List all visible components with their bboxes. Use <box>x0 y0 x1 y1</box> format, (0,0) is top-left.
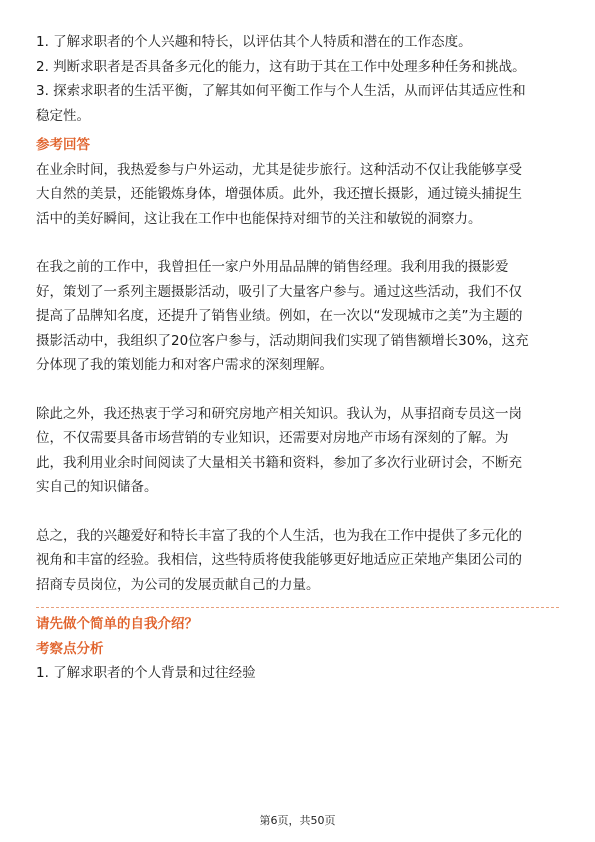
paragraph-gap <box>36 500 559 524</box>
paragraph-line: 总之，我的兴趣爱好和特长丰富了我的个人生活，也为我在工作中提供了多元化的 <box>36 527 522 544</box>
paragraph-line: 在业余时间，我热爱参与户外运动，尤其是徒步旅行。这种活动不仅让我能够享受 <box>36 161 522 178</box>
list-item: 3. 探索求职者的生活平衡，了解其如何平衡工作与个人生活，从而评估其适应性和 <box>36 83 526 99</box>
paragraph-line: 位，不仅需要具备市场营销的专业知识，还需要对房地产市场有深刻的了解。为 <box>36 430 509 446</box>
analysis-list <box>36 661 559 686</box>
paragraph-line: 实自己的知识储备。 <box>36 479 158 495</box>
paragraph-line: 在我之前的工作中，我曾担任一家户外用品品牌的销售经理。我利用我的摄影爱 <box>36 259 509 275</box>
answer-paragraph-2 <box>36 255 559 378</box>
list-item: 1. 了解求职者的个人兴趣和特长，以评估其个人特质和潜在的工作态度。 <box>36 34 472 50</box>
paragraph-gap <box>36 378 559 402</box>
answer-paragraph-1 <box>36 158 559 232</box>
question-heading: 请先做个简单的自我介绍？ <box>36 616 198 632</box>
document-page <box>36 30 559 686</box>
paragraph-line: 分体现了我的策划能力和对客户需求的深刻理解。 <box>36 357 333 373</box>
list-item: 2. 判断求职者是否具备多元化的能力，这有助于其在工作中处理多种任务和挑战。 <box>36 58 526 75</box>
list-item: 1. 了解求职者的个人背景和过往经验 <box>36 665 256 681</box>
list-item-continuation: 稳定性。 <box>36 107 90 124</box>
analysis-heading: 考察点分析 <box>36 640 104 657</box>
intro-list <box>36 30 559 128</box>
paragraph-line: 好，策划了一系列主题摄影活动，吸引了大量客户参与。通过这些活动，我们不仅 <box>36 283 522 300</box>
reference-answer-heading: 参考回答 <box>36 137 90 153</box>
paragraph-line: 摄影活动中，我组织了20位客户参与，活动期间我们实现了销售额增长30%，这充 <box>36 332 529 349</box>
paragraph-line: 视角和丰富的经验。我相信，这些特质将使我能够更好地适应正荣地产集团公司的 <box>36 552 522 568</box>
section-divider <box>36 607 559 608</box>
paragraph-line: 此，我利用业余时间阅读了大量相关书籍和资料，参加了多次行业研讨会，不断充 <box>36 454 522 471</box>
paragraph-line: 除此之外，我还热衷于学习和研究房地产相关知识。我认为，从事招商专员这一岗 <box>36 405 522 422</box>
answer-paragraph-3 <box>36 402 559 500</box>
paragraph-gap <box>36 231 559 255</box>
paragraph-line: 招商专员岗位，为公司的发展贡献自己的力量。 <box>36 576 320 593</box>
answer-paragraph-4 <box>36 524 559 598</box>
page-footer: 第6页，共50页 <box>259 814 336 827</box>
paragraph-line: 提高了品牌知名度，还提升了销售业绩。例如，在一次以“发现城市之美”为主题的 <box>36 308 523 324</box>
paragraph-line: 活中的美好瞬间，这让我在工作中也能保持对细节的关注和敏锐的洞察力。 <box>36 210 482 227</box>
paragraph-line: 大自然的美景，还能锻炼身体，增强体质。此外，我还擅长摄影，通过镜头捕捉生 <box>36 186 522 202</box>
